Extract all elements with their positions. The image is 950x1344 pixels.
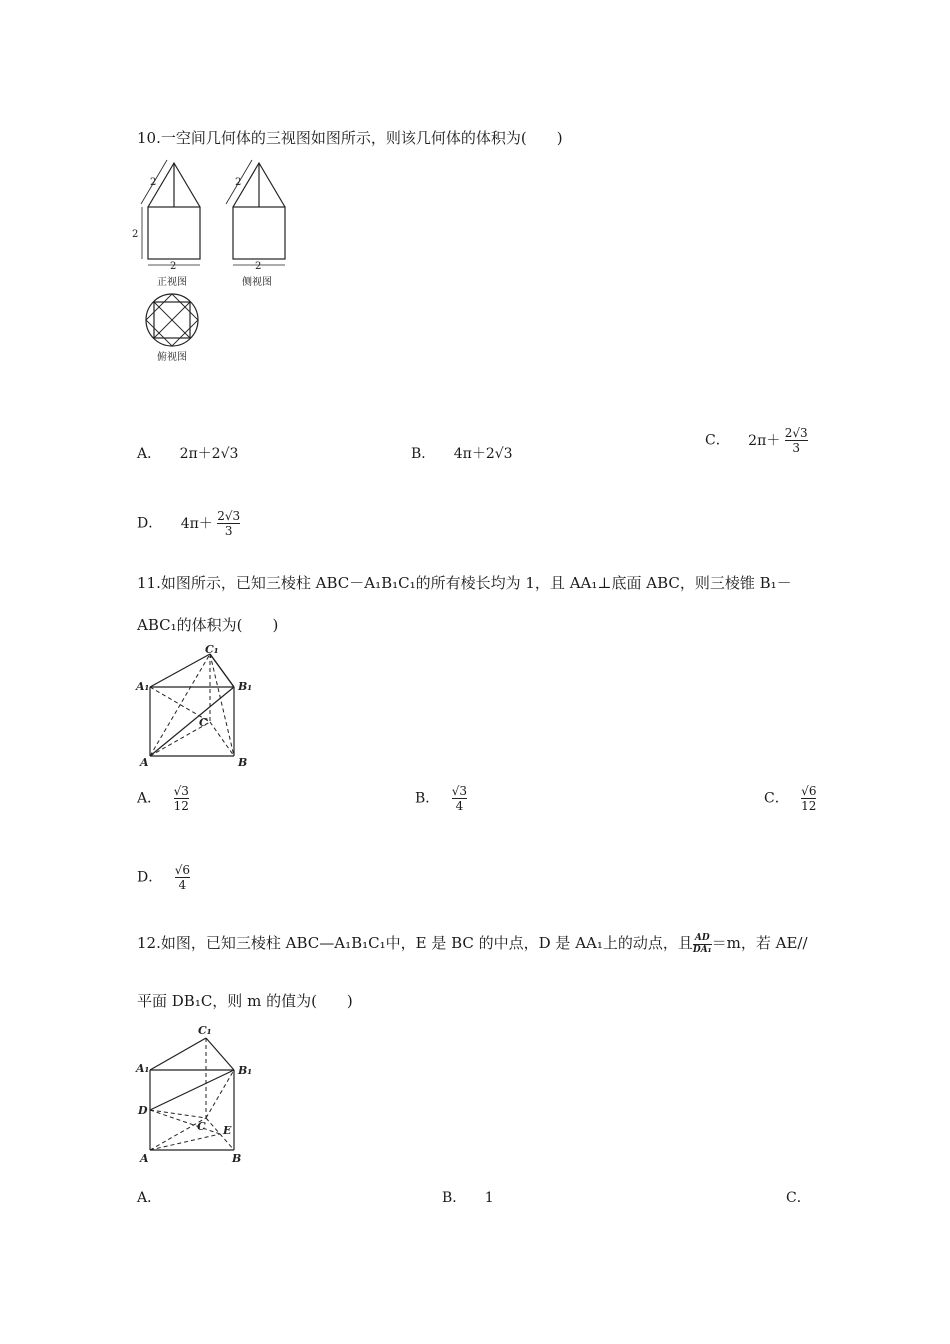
label-c1: C₁ [205,644,219,656]
option-c-label: C． [764,790,789,807]
option-a-value: 2π＋2√3 [179,446,239,462]
q10-option-b[interactable] [411,443,513,463]
side-view-label: 侧视图 [242,277,272,288]
q12-line1-post: ＝m，若 AE// [711,934,808,952]
label-c: C [197,1120,206,1133]
q12-line1 [137,932,808,955]
front-view-square [148,207,200,259]
option-b-value: 1 [484,1190,494,1206]
q11-line1: 11.如图所示，已知三棱柱 ABC－A₁B₁C₁的所有棱长均为 1，且 AA₁⊥底面 ABC，则三棱锥 B₁－ [137,574,792,592]
label-b: B [238,756,248,769]
label-b1: B₁ [238,680,253,693]
label-e: E [223,1124,232,1137]
label-c: C [199,716,208,729]
label-a: A [140,756,149,769]
option-c-fraction: $\frac{√6}{12}$ [801,784,817,813]
q12-option-a[interactable] [137,1187,161,1207]
option-d-fraction: $\frac{√6}{4}$ [174,863,190,892]
option-b-label: B． [411,446,436,462]
q11-option-c[interactable] [764,785,816,812]
label-c1: C₁ [198,1024,212,1037]
option-a-fraction: $\frac{√3}{12}$ [173,784,189,813]
q12-prism-figure [132,1022,257,1167]
front-view-label: 正视图 [157,277,187,288]
option-b-label: B． [415,790,440,807]
q12-ratio-fraction: $\frac{AD}{\text{DA₁}}$ [692,932,712,955]
label-a: A [140,1152,149,1165]
option-d-label: D． [137,869,163,886]
dim-width-front: 2 [170,261,177,272]
q11-option-d[interactable] [137,864,190,891]
option-b-fraction: $\frac{√3}{4}$ [451,784,468,813]
option-c-lead: 2π＋ [748,432,781,449]
option-b-label: B． [442,1190,467,1206]
option-c-label: C． [786,1190,811,1206]
q10-three-view-figure [130,155,300,370]
option-c-label: C． [705,432,730,449]
label-a1: A₁ [136,1062,150,1075]
top-view-label: 俯视图 [157,352,187,363]
label-b1: B₁ [238,1064,253,1077]
label-d: D [138,1104,148,1117]
option-b-value: 4π＋2√3 [453,446,513,462]
q11-option-a[interactable] [137,785,189,812]
option-a-label: A． [137,446,162,462]
dim-slant-front: 2 [150,177,157,188]
dim-slant-side: 2 [235,177,242,188]
q11-option-b[interactable] [415,785,467,812]
q12-line2: 平面 DB₁C，则 m 的值为( ) [137,992,353,1010]
label-a1: A₁ [136,680,150,693]
q12-option-b[interactable] [442,1187,494,1207]
q12-option-c[interactable] [786,1187,811,1207]
option-a-label: A． [137,1190,162,1206]
q11-prism-figure [132,644,257,769]
label-b: B [232,1152,242,1165]
q10-option-a[interactable] [137,443,238,463]
q10-option-c[interactable] [705,427,808,454]
q11-line2: ABC₁的体积为( ) [137,616,279,634]
option-d-fraction: $\frac{2√3}{3}$ [217,509,241,538]
option-c-fraction: $\frac{2√3}{3}$ [784,426,808,455]
q10-option-d[interactable] [137,510,240,537]
option-a-label: A． [137,790,162,807]
dim-height: 2 [132,229,139,240]
side-view-square [233,207,285,259]
dim-width-side: 2 [255,261,262,272]
option-d-label: D． [137,515,163,532]
q12-line1-pre: 12.如图，已知三棱柱 ABC—A₁B₁C₁中，E 是 BC 的中点，D 是 AA₁上的动点，且 [137,934,693,952]
option-d-lead: 4π＋ [180,515,213,532]
q10-text: 10.一空间几何体的三视图如图所示，则该几何体的体积为( ) [137,129,563,147]
